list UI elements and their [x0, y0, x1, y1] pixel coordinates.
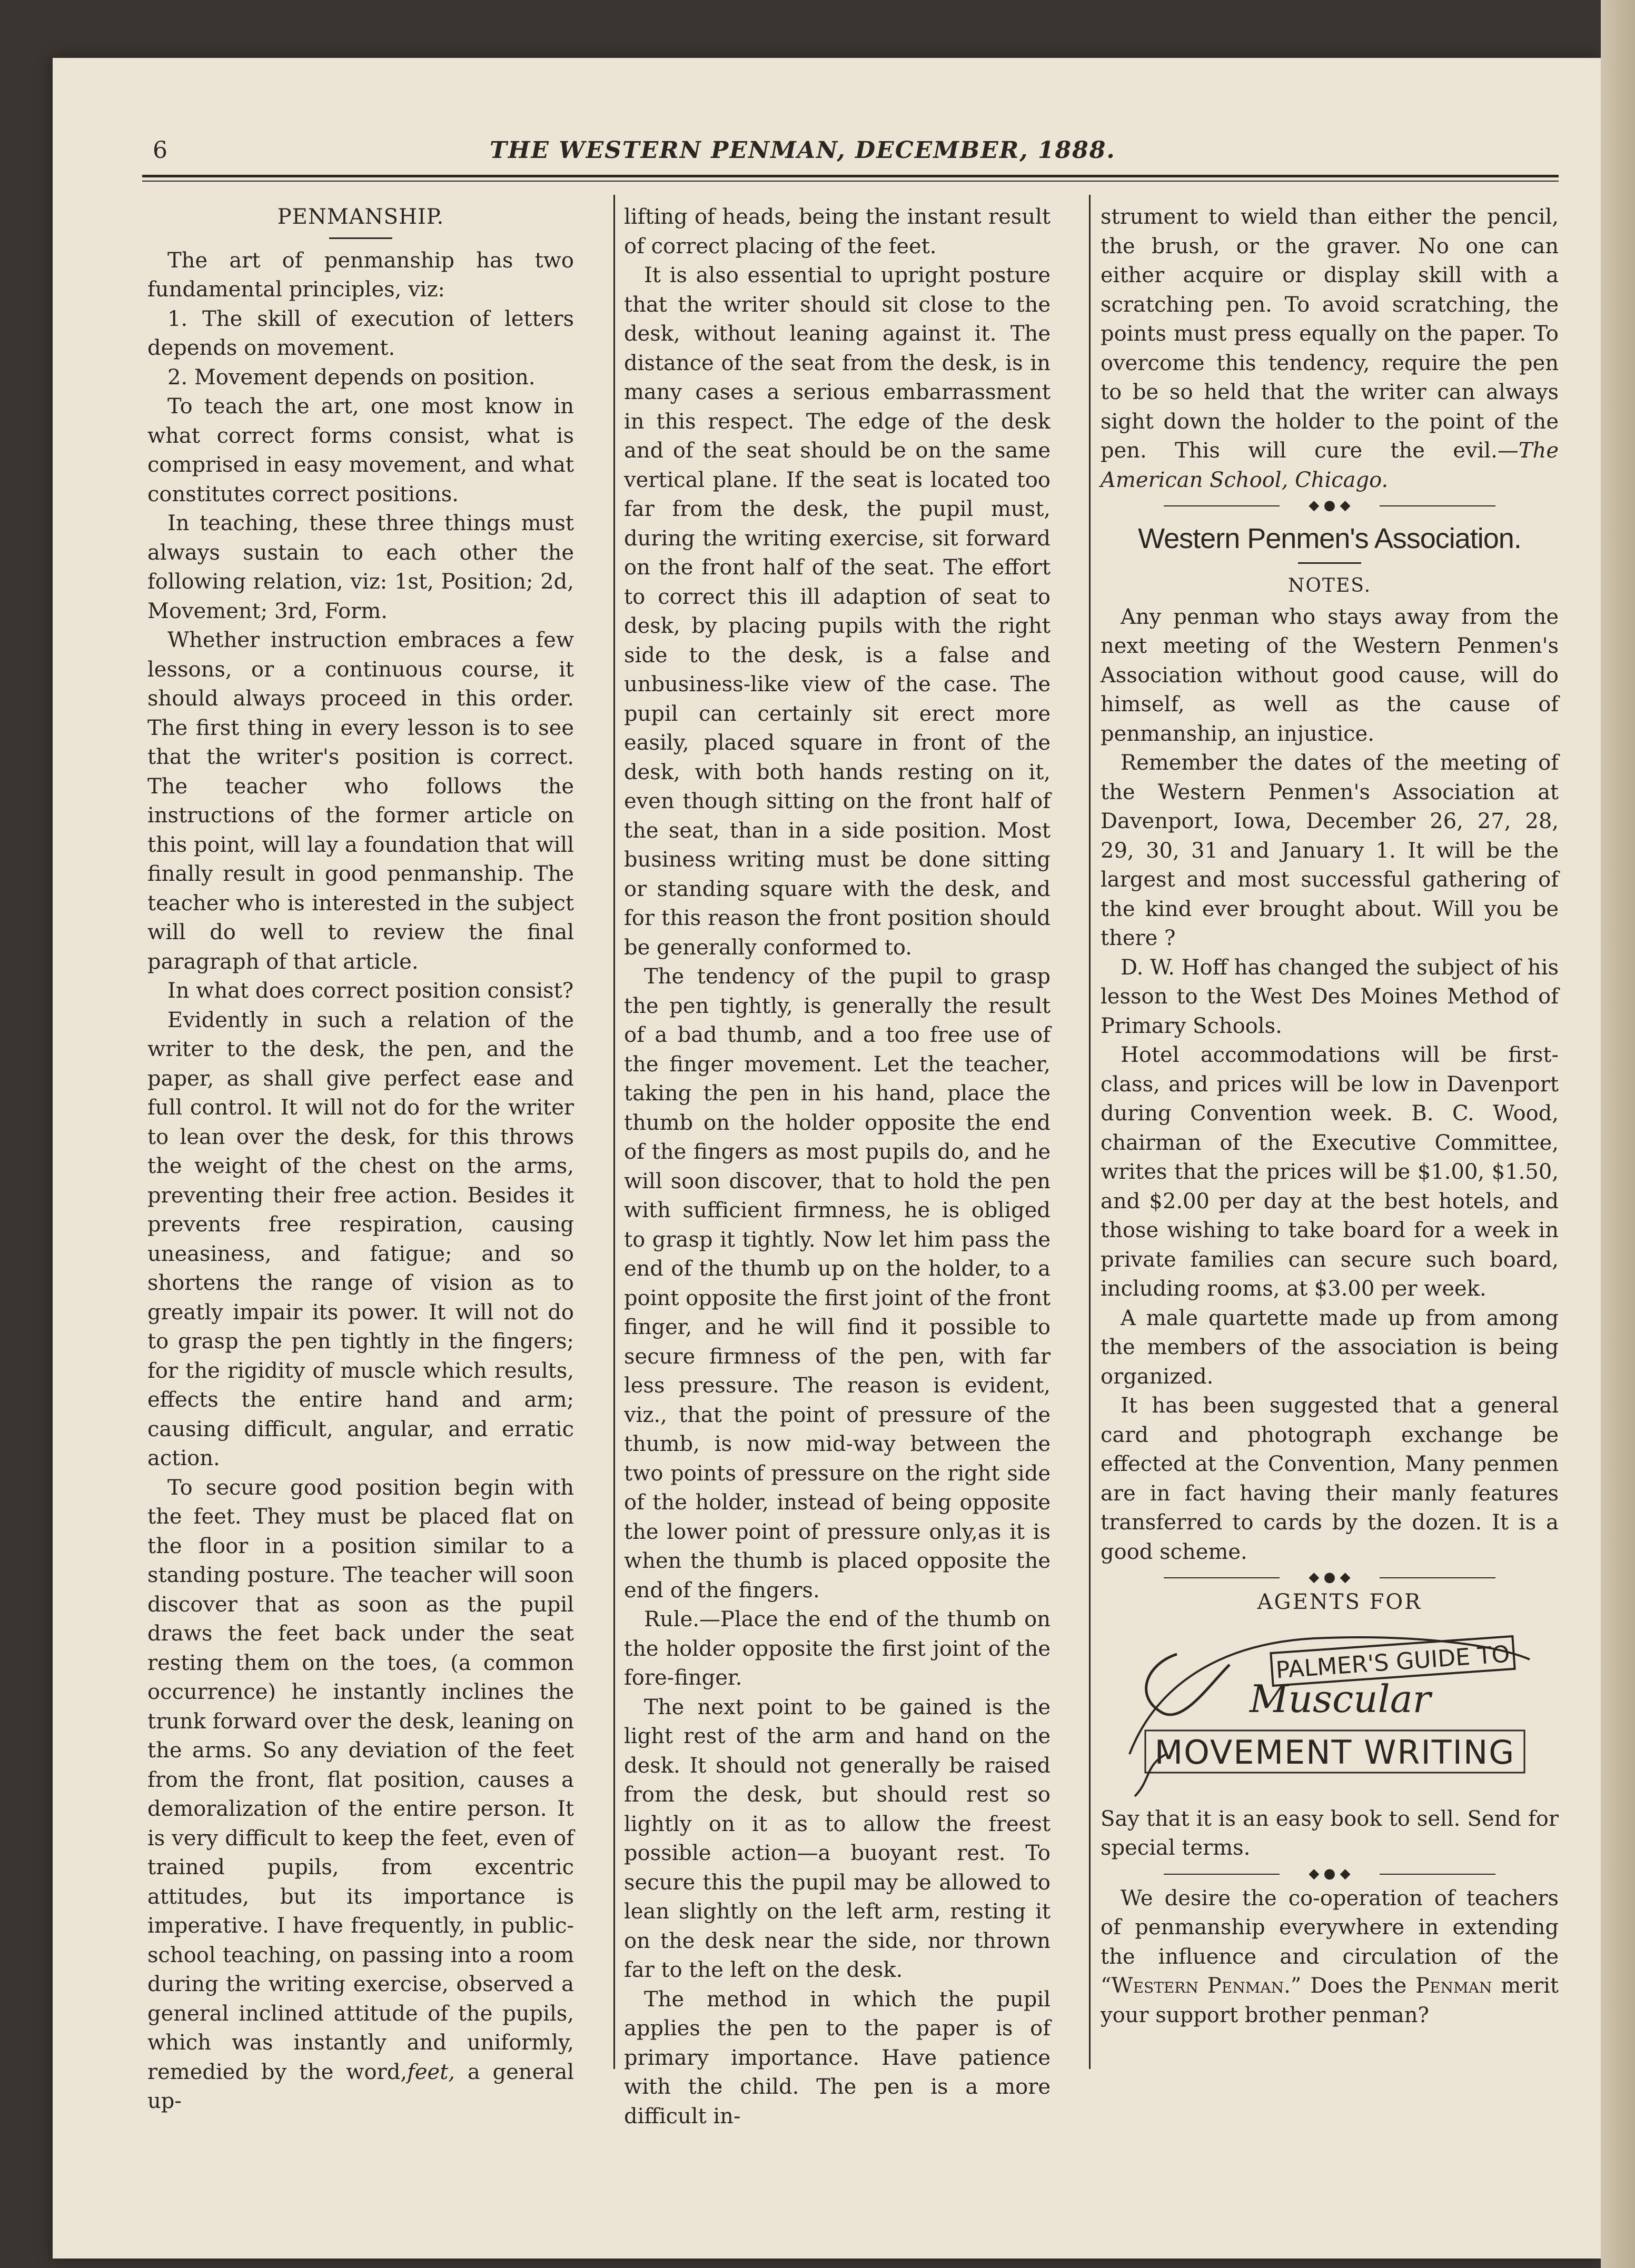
paragraph-text: strument to wield than either the pencil, the brush, or the graver. No one can either acquire or display skill with a scratching pen. To avoid scratching, the points must press equally on the paper. To overcome this tendency, require the pen to be so held that the writer can always sight down the holder to the point of the pen. This will cure the evil. [1101, 205, 1559, 463]
paragraph [1101, 203, 1559, 495]
paragraph: In teaching, these three things must always sustain to each other the following relation, viz: 1st, Position; 2d, Movement; 3rd, Form. [147, 511, 574, 623]
running-title: THE WESTERN PENMAN, DECEMBER, 1888. [490, 137, 1116, 164]
title-rule [329, 237, 392, 239]
article-title: PENMANSHIP. [277, 205, 444, 229]
paragraph: To teach the art, one most know in what correct forms consist, what is comprised in easy movement, and what constitutes correct positions. [147, 394, 574, 506]
notes-label: NOTES. [1287, 575, 1372, 596]
column-three [1101, 203, 1559, 2030]
paragraph: Rule.—Place the end of the thumb on the holder opposite the first joint of the fore-finger. [624, 1607, 1051, 1690]
paragraph: 1. The skill of execution of letters depends on movement. [147, 306, 574, 360]
paragraph: The tendency of the pupil to grasp the pen tightly, is generally the result of a bad thumb, and a too free use of the finger movement. Let the teacher, taking the pen in his hand, place the thumb on the holder opposite the end of the fingers as most pupils do, and he will soon discover, that to hold the pen with sufficient firmness, he is obliged to grasp it tightly. Now let him pass the end of the thumb up on the holder, to a point opposite the first joint of the front finger, and he will find it possible to secure firmness of the pen, with far less pressure. The reason is evident, viz., that the point of pressure of the thumb, is now mid-way between the two points of pressure on the right side of the holder, instead of being opposite the lower point of pressure only,as it is when the thumb is placed opposite the end of the fingers. [624, 964, 1051, 1603]
paragraph-last [147, 1474, 574, 2116]
closing-text: merit your support brother penman? [1101, 1974, 1559, 2027]
paragraph: 2. Movement depends on position. [167, 365, 536, 390]
journal-short: Penman [1415, 1974, 1492, 1998]
note: Any penman who stays away from the next meeting of the Western Penmen's Association without good cause, will do himself, as well as the cause of penmanship, an injustice. [1101, 604, 1559, 746]
journal-name: Western Penman. [1111, 1974, 1291, 1998]
paragraph: The next point to be gained is the light rest of the arm and hand on the desk. It should not generally be raised from the desk, but should rest so lightly on it as to allow the freest possible action—a buoyant rest. To secure this the pupil may be allowed to lean slightly on the left arm, resting it on the desk near the side, nor thrown far to the left on the desk. [624, 1695, 1051, 1982]
ornament-divider: ◆ ● ◆ [1101, 495, 1559, 516]
column-divider [613, 195, 615, 2069]
logo-line3: MOVEMENT WRITING [1154, 1733, 1515, 1772]
paragraph-text: To secure good position begin with the feet. They must be placed flat on the floor in a position similar to a standing posture. The teacher will soon discover that as soon as the pupil draws the feet back under the seat resting them on the toes, (a common occurrence) he instantly inclines the trunk forward over the desk, leaning on the arms. So any deviation of the feet from the front, flat position, causes a demoralization of the entire person. It is very difficult to keep the feet, even of trained pupils, from excentric attitudes, but its importance is imperative. I have frequently, in public-school teaching, on passing into a room during the writing exercise, observed a general inclined attitude of the pupils, which was instantly and uniformly, remedied by the word, [147, 1475, 574, 2084]
agents-text: Say that it is an easy book to sell. Send for special terms. [1101, 1806, 1559, 1860]
paragraph: The art of penmanship has two fundamental principles, viz: [147, 248, 574, 302]
page-header [153, 137, 1553, 168]
paragraph: The method in which the pupil applies the pen to the paper is of primary importance. Have patience with the child. The pen is a more difficult in- [624, 1987, 1051, 2128]
book-logo [1114, 1623, 1545, 1802]
ornament-divider: ◆ ● ◆ [1101, 1863, 1559, 1884]
logo-line1: PALMER'S GUIDE TO [1275, 1640, 1511, 1684]
closing-text: We desire the co-operation of teachers of penmanship everywhere in extending the influence and circulation of the “ [1101, 1886, 1559, 1998]
paragraph: lifting of heads, being the instant result of correct placing of the feet. [624, 205, 1051, 258]
note: A male quartette made up from among the members of the association is being organized. [1101, 1306, 1559, 1389]
paragraph: In what does correct position consist? [167, 979, 574, 1003]
paragraph: Whether instruction embraces a few lessons, or a continuous course, it should always proceed in this order. The first thing in every lesson is to see that the writer's position is correct. The teacher who follows the instructions of the former article on this point, will lay a foundation that will finally result in good penmanship. The teacher who is interested in the subject will do well to review the final paragraph of that article. [147, 628, 574, 974]
section-title: Western Penmen's Association. [1138, 523, 1521, 554]
note: Remember the dates of the meeting of the Western Penmen's Association at Davenport, Iowa, December 26, 27, 28, 29, 30, 31 and January 1. It will be the largest and most successful gathering of the kind ever brought about. Will you be there ? [1101, 751, 1559, 950]
column-two [624, 203, 1051, 2131]
column-divider [1089, 195, 1091, 2069]
logo-line2: Muscular [1249, 1676, 1431, 1721]
closing-paragraph [1101, 1884, 1559, 2031]
header-rule-thin [142, 181, 1559, 182]
title-rule [1298, 562, 1361, 564]
ornament-divider: ◆ ● ◆ [1101, 1567, 1559, 1588]
closing-text: ” Does the [1290, 1974, 1416, 1998]
header-rule [142, 175, 1559, 177]
agents-heading: AGENTS FOR [1257, 1590, 1422, 1614]
note: D. W. Hoff has changed the subject of his lesson to the West Des Moines Method of Primary Schools. [1101, 955, 1559, 1038]
paragraph-tail: a general up- [147, 2060, 574, 2113]
source-citation: —The American School, Chicago. [1101, 439, 1559, 492]
paragraph: It is also essential to upright posture that the writer should sit close to the desk, without leaning against it. The distance of the seat from the desk, is in many cases a serious embarrassment in this respect. The edge of the desk and of the seat should be on the same vertical plane. If the seat is located too far from the desk, the pupil must, during the writing exercise, sit forward on the front half of the seat. The effort to correct this ill adaption of seat to desk, by placing pupils with the right side to the desk, is a false and unbusiness-like view of the case. The pupil can certainly sit erect more easily, placed square in front of the desk, with both hands resting on it, even though sitting on the front half of the seat, than in a side position. Most business writing must be done sitting or standing square with the desk, and for this reason the front position should be generally conformed to. [624, 263, 1051, 960]
note: Hotel accommodations will be first-class, and prices will be low in Davenport during Convention week. B. C. Wood, chairman of the Executive Committee, writes that the prices will be $1.00, $1.50, and $2.00 per day at the best hotels, and those wishing to take board for a week in private families can secure such board, including rooms, at $3.00 per week. [1101, 1043, 1559, 1301]
emphasis: feet, [407, 2060, 455, 2084]
page-edge [1601, 0, 1635, 2268]
paragraph: Evidently in such a relation of the writer to the desk, the pen, and the paper, as shall give perfect ease and full control. It will not do for the writer to lean over the desk, for this throws the weight of the chest on the arms, preventing their free action. Besides it prevents free respiration, causing uneasiness, and fatigue; and so shortens the range of vision as to greatly impair its power. It will not do to grasp the pen tightly in the fingers; for the rigidity of muscle which results, effects the entire hand and arm; causing difficult, angular, and erratic action. [147, 1008, 574, 1470]
page-number: 6 [153, 137, 167, 164]
book-logo-art [1114, 1623, 1545, 1802]
note: It has been suggested that a general card and photograph exchange be effected at the Convention, Many penmen are in fact having their manly features transferred to cards by the dozen. It is a good scheme. [1101, 1394, 1559, 1564]
column-one [147, 203, 574, 2116]
